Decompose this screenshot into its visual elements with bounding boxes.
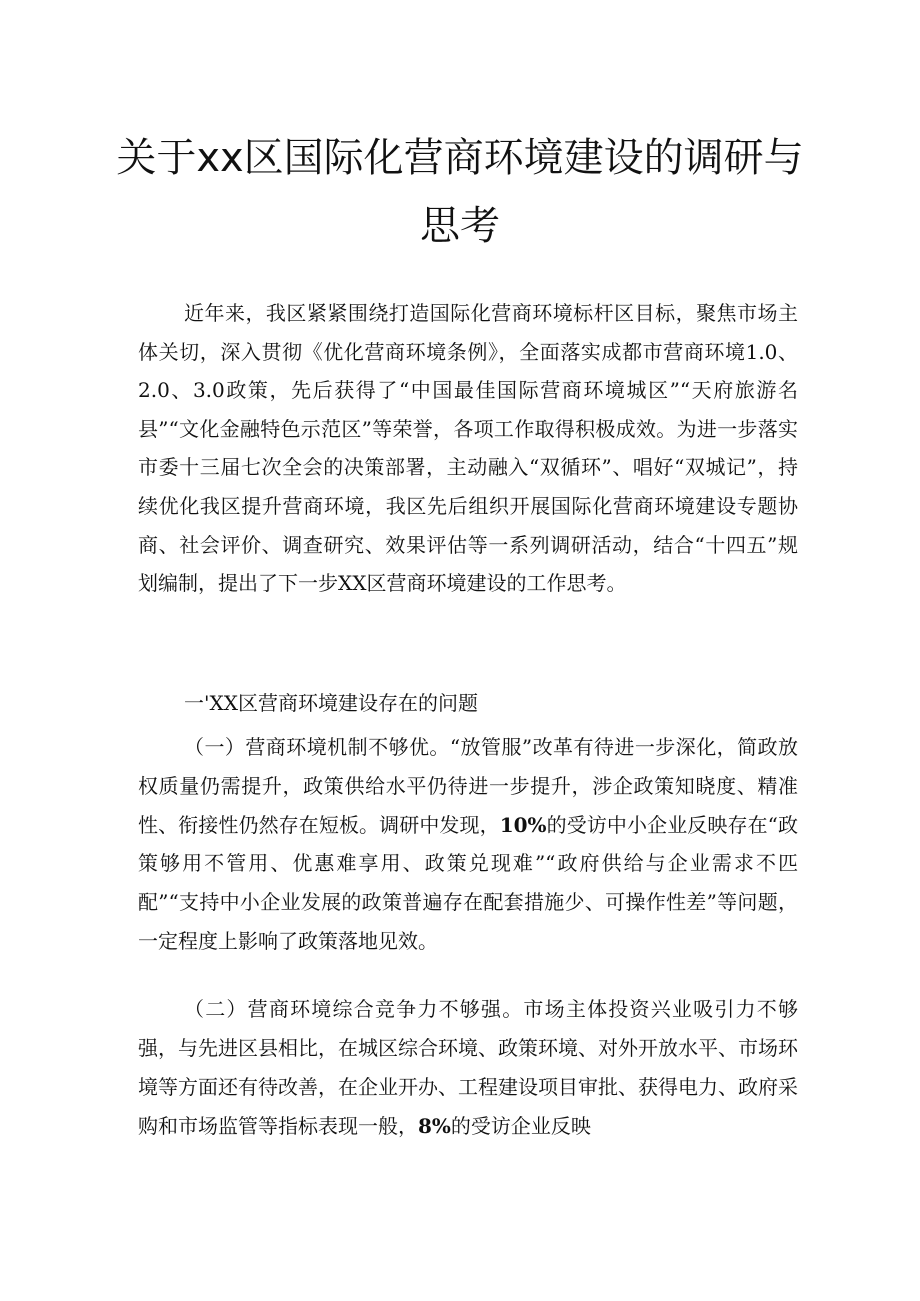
section-2-percentage: 8% bbox=[418, 1114, 451, 1138]
section-1-paragraph bbox=[138, 728, 798, 961]
section-2-paragraph bbox=[138, 990, 798, 1146]
section-1-text-b: 的受访中小企业反映存在“政策够用不管用、优惠难享用、政策兑现难”“政府供给与企业需求不匹配”“支持中小企业发展的政策普遍存在配套措施少、可操作性差”等问题，一定程度上影响了政策落地见效。 bbox=[138, 812, 798, 953]
section-1-percentage: 10% bbox=[499, 812, 547, 837]
section-heading: 一'XX区营商环境建设存在的问题 bbox=[184, 691, 478, 715]
intro-paragraph: 近年来，我区紧紧围绕打造国际化营商环境标杆区目标，聚焦市场主体关切，深入贯彻《优化营商环境条例》，全面落实成都市营商环境1.0、2.0、3.0政策，先后获得了“中国最佳国际营商环境城区”“天府旅游名县”“文化金融特色示范区”等荣誉，各项工作取得积极成效。为进一步落实市委十三届七次全会的决策部署，主动融入“双循环”、唱好“双城记”，持续优化我区提升营商环境，我区先后组织开展国际化营商环境建设专题协商、社会评价、调查研究、效果评估等一系列调研活动，结合“十四五”规划编制，提出了下一步XX区营商环境建设的工作思考。 bbox=[138, 301, 798, 596]
section-1-text-a: （一）营商环境机制不够优。“放管服”改革有待进一步深化，简政放权质量仍需提升，政策供给水平仍待进一步提升，涉企政策知晓度、精准性、衔接性仍然存在短板。调研中发现， bbox=[138, 735, 798, 837]
document-title-line-2: 思考 bbox=[420, 203, 500, 249]
section-2-text-a: （二）营商环境综合竞争力不够强。市场主体投资兴业吸引力不够强，与先进区县相比，在城区综合环境、政策环境、对外开放水平、市场环境等方面还有待改善，在企业开办、工程建设项目审批、获得电力、政府采购和市场监管等指标表现一般， bbox=[138, 997, 798, 1138]
section-2-text-b: 的受访企业反映 bbox=[450, 1114, 591, 1138]
document-title-line-1: 关于xx区国际化营商环境建设的调研与 bbox=[116, 135, 804, 181]
